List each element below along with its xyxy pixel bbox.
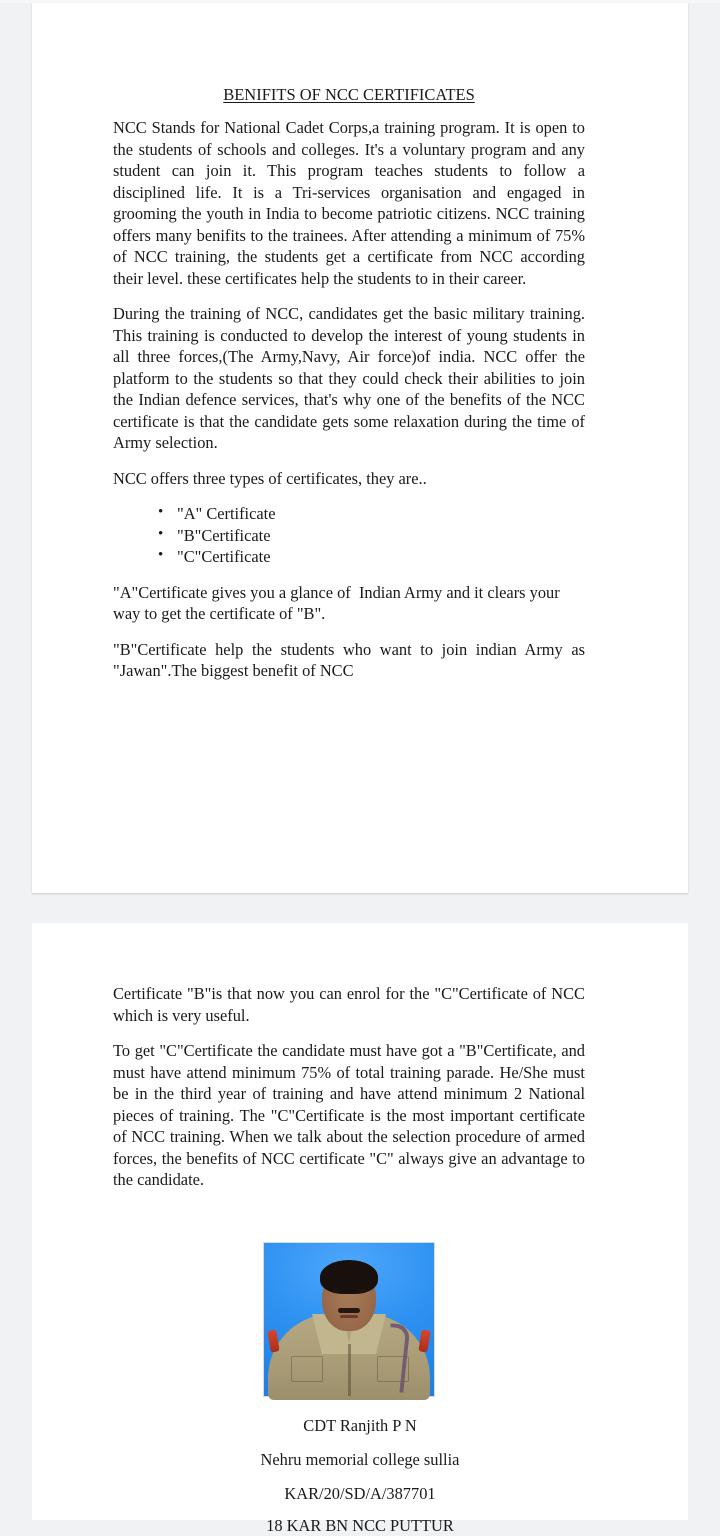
list-item: • "A" Certificate <box>177 503 585 525</box>
page-2-content <box>113 983 590 1205</box>
caption-battalion: 18 KAR BN NCC PUTTUR <box>266 1516 454 1535</box>
portrait-eye-left <box>331 1289 340 1293</box>
portrait-hair <box>320 1260 378 1294</box>
page-title-text: BENIFITS OF NCC CERTIFICATES <box>223 85 475 104</box>
portrait-moustache <box>338 1308 360 1313</box>
page-title <box>113 85 585 105</box>
list-item: • "C"Certificate <box>177 546 585 568</box>
paragraph-intro: NCC Stands for National Cadet Corps,a training program. It is open to the students of schools and colleges. It's a voluntary program and any student can join it. This program teaches students to follow a disciplined life. It is a Tri-services organisation and engaged in grooming the youth in India to become patriotic citizens. NCC training offers many benifits to the trainees. After attending a minimum of 75% of NCC training, the students get a certificate from NCC according their level. these certificates help the students to in their career. <box>113 118 590 288</box>
portrait-eyebrow-right <box>357 1284 369 1287</box>
paragraph-certificate-c: To get "C"Certificate the candidate must have got a "B"Certificate, and must have attend minimum 75% of total training parade. He/She must be in the third year of training and have attend minimum 2 National pieces of training. The "C"Certificate is the most important certificate of NCC training. When we talk about the selection procedure of armed forces, the benefits of NCC certificate "C" always give an advantage to the candidate. <box>113 1041 590 1189</box>
page-1-content <box>113 85 590 682</box>
certificate-types-list <box>113 503 585 568</box>
uniform-pocket-left <box>291 1356 323 1382</box>
shoulder-tab-left <box>267 1329 279 1352</box>
paragraph-certificate-b-continued: Certificate "B"is that now you can enrol for the "C"Certificate of NCC which is very useful. <box>113 984 590 1025</box>
portrait-eyebrow-left <box>329 1284 341 1287</box>
caption-regimental-number: KAR/20/SD/A/387701 <box>284 1484 436 1503</box>
caption-cadet-name: CDT Ranjith P N <box>303 1416 417 1435</box>
list-item: • "B"Certificate <box>177 525 585 547</box>
portrait-mouth <box>340 1315 358 1318</box>
portrait-eye-right <box>358 1289 367 1293</box>
paragraph-list-intro: NCC offers three types of certificates, they are.. <box>113 468 427 488</box>
uniform-placket <box>348 1344 351 1396</box>
cadet-portrait-photo <box>263 1242 435 1397</box>
caption-college-name: Nehru memorial college sullia <box>260 1450 460 1469</box>
paragraph-certificate-b: "B"Certificate help the students who want to join indian Army as "Jawan".The biggest benefit of NCC <box>113 639 590 680</box>
paragraph-certificate-a: "A"Certificate gives you a glance of Indian Army and it clears your way to get the certificate of "B". <box>113 582 564 623</box>
document-page-1 <box>32 3 688 893</box>
portrait-image <box>264 1243 434 1396</box>
paragraph-training: During the training of NCC, candidates get the basic military training. This training is conducted to develop the interest of young students in all three forces,(The Army,Navy, Air force)of india. NCC offer the platform to the students so that they could check their abilities to join the Indian defence services, that's why one of the benefits of the NCC certificate is that the candidate gets some relaxation during the time of Army selection. <box>113 304 590 452</box>
shoulder-tab-right <box>418 1329 430 1352</box>
document-page-2 <box>32 923 688 1535</box>
